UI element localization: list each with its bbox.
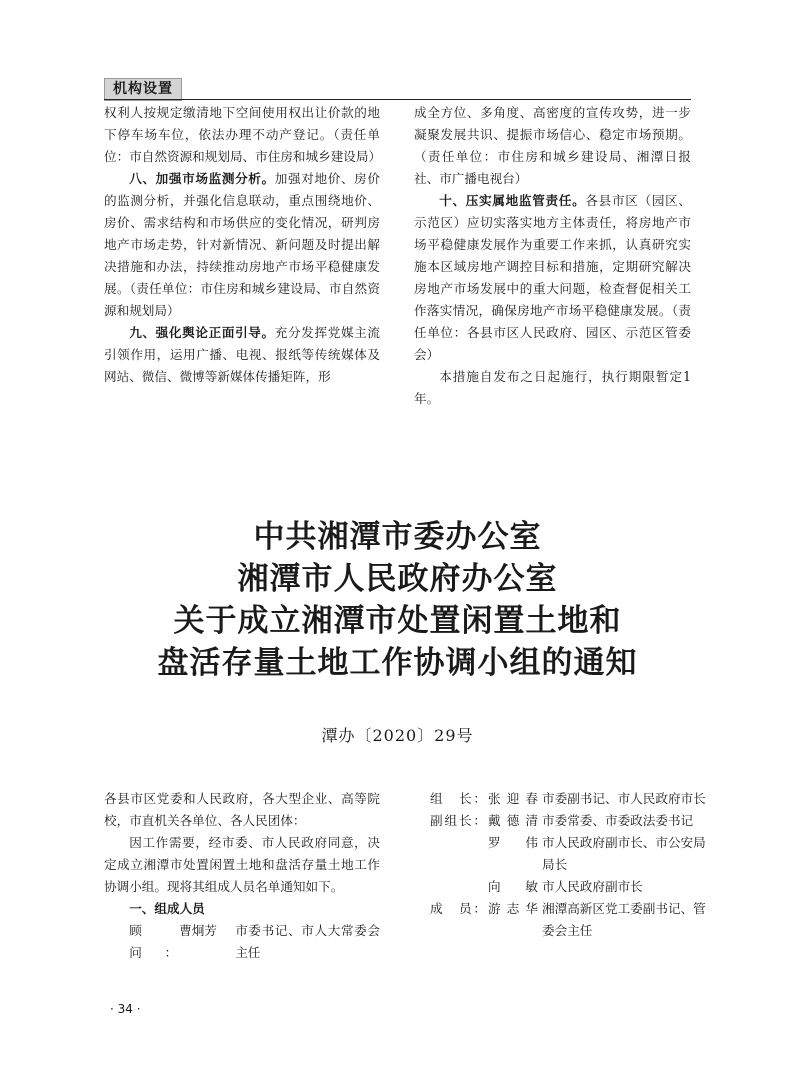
member-role: 顾 问： xyxy=(129,923,178,960)
member-description: 市委书记、市人大常委会主任 xyxy=(235,923,380,960)
title-line-1: 中共湘潭市委办公室 xyxy=(253,519,542,555)
paragraph-body: 加强对地价、房价的监测分析，并强化信息联动，重点围绕地价、房价、需求结构和市场供应的变化情况，研判房地产市场走势，针对新情况、新问题及时提出解决措施和办法，持续推动房地产市场平稳健康发展。（责任单位：市住房和城乡建设局、市自然资源和规划局） xyxy=(104,171,380,318)
member-name: 张迎春 xyxy=(488,791,538,806)
member-entry xyxy=(129,920,380,964)
paragraph: 成全方位、多角度、高密度的宣传攻势，进一步凝聚发展共识、提振市场信心、稳定市场预期。（责任单位：市住房和城乡建设局、湘潭日报社、市广播电视台） xyxy=(414,105,691,186)
paragraph-body: 充分发挥党媒主流引领作用，运用广播、电视、报纸等传统媒体及网站、微信、微博等新媒体传播矩阵，形 xyxy=(104,325,380,384)
member-entry xyxy=(430,876,710,898)
paragraph xyxy=(104,168,380,322)
member-description: 湘潭高新区党工委副书记、管委会主任 xyxy=(542,901,706,938)
member-name: 游志华 xyxy=(488,901,538,916)
title-line-3: 关于成立湘潭市处置闲置土地和 xyxy=(173,603,622,639)
member-entry xyxy=(430,788,710,810)
paragraph: 权利人按规定缴清地下空间使用权出让价款的地下停车场车位，依法办理不动产登记。（责任单位：市自然资源和规划局、市住房和城乡建设局） xyxy=(104,105,382,164)
member-role: 组 长： xyxy=(430,791,486,806)
document-title xyxy=(104,516,691,684)
title-line-2: 湘潭市人民政府办公室 xyxy=(237,561,558,597)
member-entry xyxy=(430,832,710,876)
paragraph: 因工作需要，经市委、市人民政府同意，决定成立湘潭市处置闲置土地和盘活存量土地工作协调小组。现将其组成人员名单通知如下。 xyxy=(104,835,380,894)
member-role: 成 员： xyxy=(430,901,486,916)
member-description: 市委常委、市委政法委书记 xyxy=(542,813,694,828)
member-name: 向 敏 xyxy=(488,879,538,894)
section-heading: 一、组成人员 xyxy=(129,901,205,916)
section-tag: 机构设置 xyxy=(104,78,182,101)
member-name: 戴德清 xyxy=(488,813,538,828)
bottom-left-column xyxy=(104,788,380,964)
paragraph-heading: 九、强化舆论正面引导。 xyxy=(129,325,275,340)
member-description: 市委副书记、市人民政府市长 xyxy=(542,791,706,806)
paragraph xyxy=(414,190,691,366)
paragraph xyxy=(104,322,380,388)
document-number: 潭办〔2020〕29号 xyxy=(321,726,474,745)
member-description: 市人民政府副市长 xyxy=(542,879,643,894)
member-name: 罗 伟 xyxy=(488,835,538,850)
top-right-column xyxy=(414,102,691,410)
addressee: 各县市区党委和人民政府，各大型企业、高等院校，市直机关各单位、各人民团体： xyxy=(104,791,380,828)
paragraph-heading: 八、加强市场监测分析。 xyxy=(129,171,275,186)
page-number: · 34 · xyxy=(110,1002,141,1016)
member-description: 市人民政府副市长、市公安局局长 xyxy=(542,835,706,872)
top-left-column xyxy=(104,102,380,388)
member-role: 副组长： xyxy=(430,813,486,828)
member-list xyxy=(430,788,710,942)
paragraph-heading: 十、压实属地监管责任。 xyxy=(439,193,586,208)
member-entry xyxy=(430,898,710,942)
member-entry xyxy=(430,810,710,832)
member-name: 曹炯芳 xyxy=(179,923,217,938)
title-line-4: 盘活存量土地工作协调小组的通知 xyxy=(157,645,638,681)
paragraph-body: 各县市区（园区、示范区）应切实落实地方主体责任，将房地产市场平稳健康发展作为重要工作来抓，认真研究实施本区域房地产调控目标和措施，定期研究解决房地产市场发展中的重大问题，检查督促相关工作落实情况，确保房地产市场平稳健康发展。（责任单位：各县市区人民政府、园区、示范区管委会） xyxy=(414,193,692,362)
header-rule xyxy=(104,99,691,100)
paragraph: 本措施自发布之日起施行，执行期限暂定1年。 xyxy=(414,369,691,406)
